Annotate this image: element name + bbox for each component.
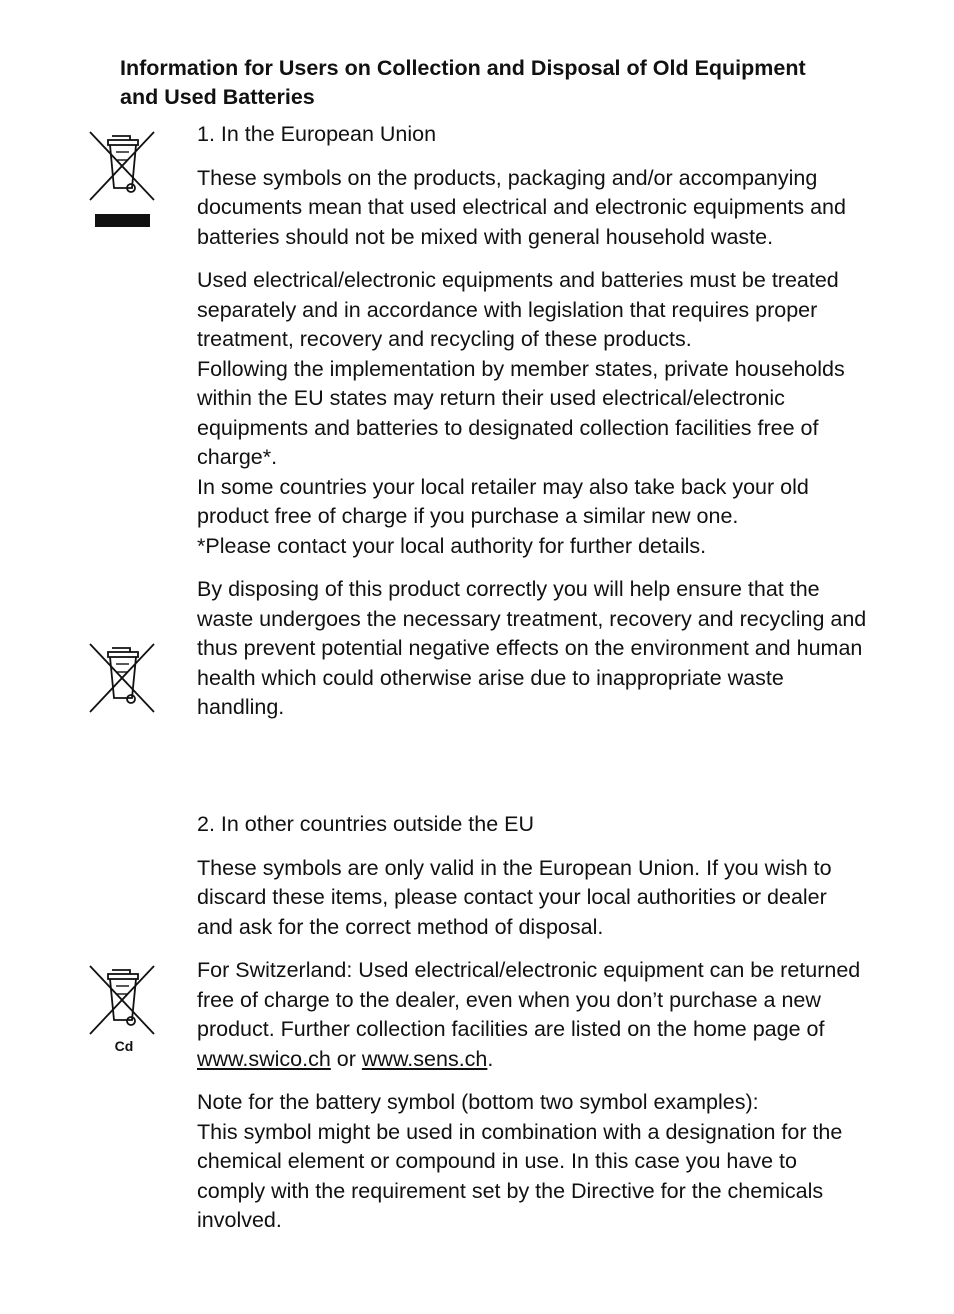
eu-paragraph-2-line-2: Following the implementation by member states, private households within the EU states may return their used electrical/electronic equipments and batteries to designated collection facilities free of charge*.	[197, 356, 845, 469]
period-text: .	[487, 1046, 494, 1071]
eu-paragraph-2-line-3: In some countries your local retailer may also take back your old product free of charge if you purchase a similar new one.	[197, 474, 809, 528]
or-text: or	[336, 1046, 356, 1071]
eu-section	[197, 120, 867, 723]
battery-note-line-2: This symbol might be used in combination with a designation for the chemical element or compound in use. In this case you have to comply with the requirement set by the Directive for the chemicals involved.	[197, 1119, 843, 1232]
eu-paragraph-2-line-1: Used electrical/electronic equipments and batteries must be treated separately and in accordance with legislation that requires proper treatment, recovery and recycling of these products.	[197, 268, 839, 351]
switzerland-paragraph	[197, 956, 867, 1074]
crossed-out-bin-icon	[86, 640, 158, 716]
page-title: Information for Users on Collection and Disposal of Old Equipment and Used Batteries	[120, 56, 806, 109]
switzerland-text: For Switzerland: Used electrical/electronic equipment can be returned free of charge to the dealer, even when you don’t purchase a new product. Further collection facilities are listed on the home page of	[197, 958, 861, 1041]
sens-link[interactable]: www.sens.ch	[361, 1046, 488, 1071]
eu-paragraph-1: These symbols on the products, packaging and/or accompanying documents mean that used electrical and electronic equipments and batteries should not be mixed with general household waste.	[197, 165, 846, 249]
battery-note-line-1: Note for the battery symbol (bottom two symbol examples):	[197, 1090, 759, 1114]
cd-label: Cd	[114, 1038, 134, 1054]
eu-heading: 1. In the European Union	[197, 122, 437, 146]
other-paragraph-1: These symbols are only valid in the European Union. If you wish to discard these items, please contact your local authorities or dealer and ask for the correct method of disposal.	[197, 855, 832, 939]
other-heading: 2. In other countries outside the EU	[197, 812, 535, 836]
eu-paragraph-2-line-4: *Please contact your local authority for further details.	[197, 533, 707, 558]
swico-link[interactable]: www.swico.ch	[197, 1046, 331, 1071]
other-section	[197, 810, 867, 1236]
crossed-out-bin-with-bar-icon	[86, 128, 158, 230]
crossed-out-bin-cd-icon	[86, 962, 158, 1056]
eu-paragraph-3: By disposing of this product correctly you will help ensure that the waste undergoes the necessary treatment, recovery and recycling and thus prevent potential negative effects on the environment and human health which could otherwise arise due to inappropriate waste handling.	[197, 577, 867, 719]
